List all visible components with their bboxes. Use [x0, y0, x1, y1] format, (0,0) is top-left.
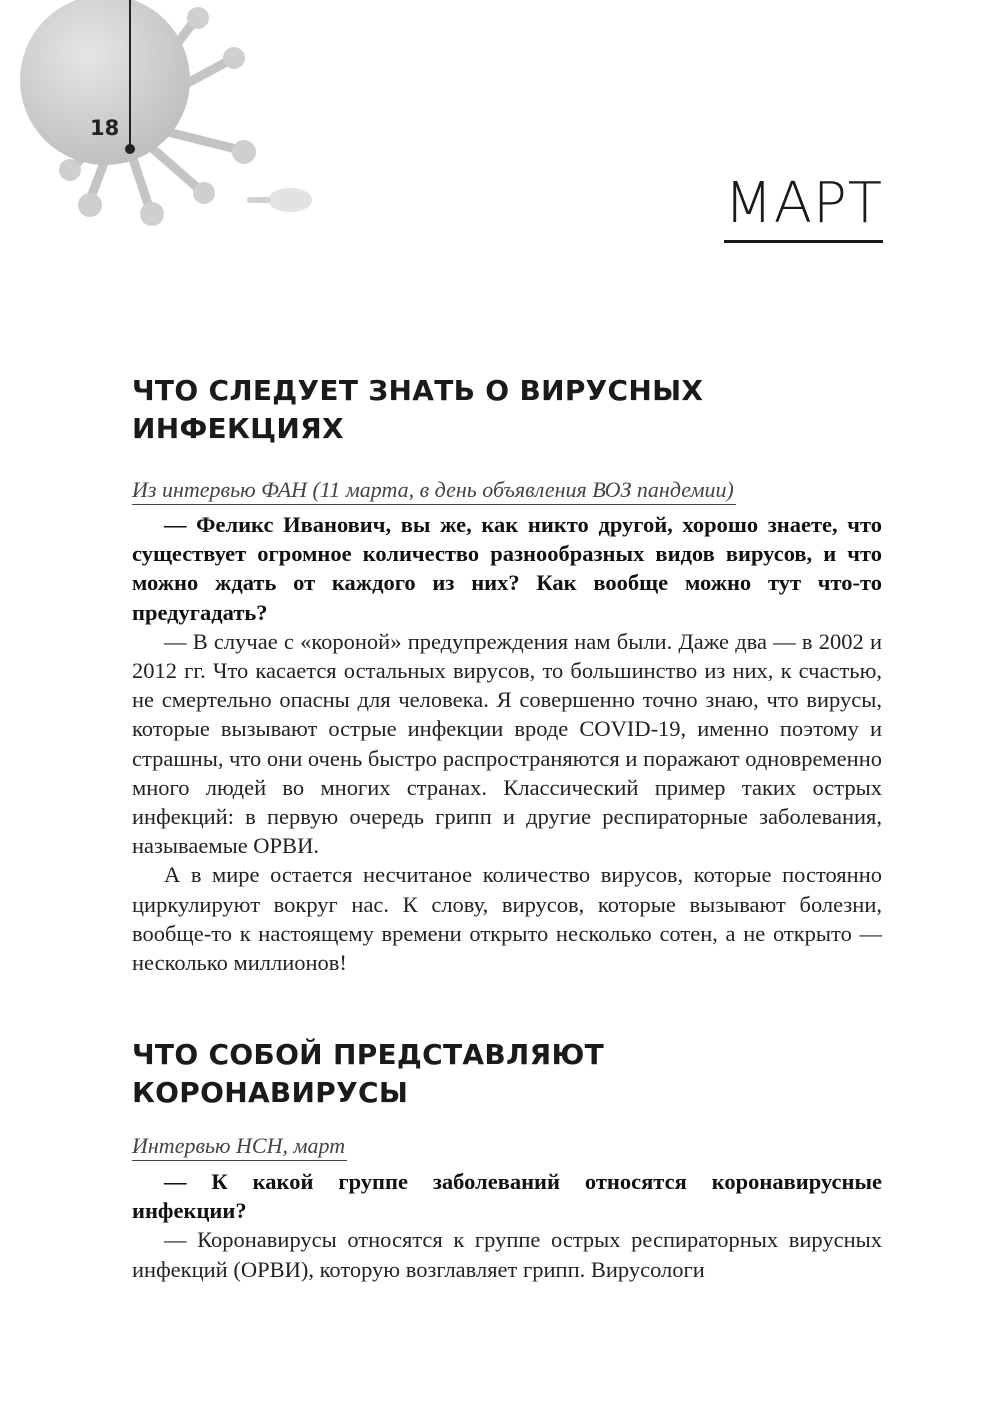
answer-paragraph: — Коронавирусы относятся к группе острых респираторных вирусных инфекций (ОРВИ), которую возглавляет грипп. Вирусологи: [132, 1227, 882, 1282]
page-number-rule: [129, 0, 131, 148]
chapter-title: МАРТ: [724, 176, 883, 243]
source-citation: Из интервью ФАН (11 марта, в день объявления ВОЗ пандемии): [132, 476, 736, 505]
answer-paragraph: — В случае с «короной» предупреждения нам были. Даже два — в 2002 и 2012 гг. Что касается остальных вирусов, то большинство из них, к счастью, не смертельно опасны для человека. Я совершенно точно знаю, что вирусы, которые вызывают острые инфекции вроде COVID-19, именно поэтому и страшны, что они очень быстро распространяются и поражают одновременно много людей во многих странах. Классический пример таких острых инфекций: в первую очередь грипп и другие респираторные заболевания, называемые ОРВИ.: [132, 628, 882, 859]
section-2: [132, 1036, 882, 1284]
source-citation: Интервью НСН, март: [132, 1132, 347, 1161]
section-1: [132, 372, 882, 977]
body-paragraph: А в мире остается несчитаное количество вирусов, которые постоянно циркулируют вокруг нас. К слову, вирусов, которые вызывают болезни, вообще-то к настоящему времени открыто несколько сотен, а не открыто — несколько миллионов!: [132, 862, 882, 976]
question-paragraph: — Феликс Иванович, вы же, как никто другой, хорошо знаете, что существует огромное количество разнообразных видов вирусов, и что можно ждать от каждого из них? Как вообще можно тут что-то предугадать?: [132, 512, 882, 625]
section-heading: ЧТО СЛЕДУЕТ ЗНАТЬ О ВИРУСНЫХ ИНФЕКЦИЯХ: [132, 374, 704, 445]
page-number: 18: [90, 116, 120, 140]
virus-illustration: [0, 0, 320, 280]
question-paragraph: — К какой группе заболеваний относятся коронавирусные инфекции?: [132, 1169, 882, 1224]
section-heading: ЧТО СОБОЙ ПРЕДСТАВЛЯЮТ КОРОНАВИРУСЫ: [132, 1038, 605, 1109]
page-number-dot: [125, 144, 135, 154]
